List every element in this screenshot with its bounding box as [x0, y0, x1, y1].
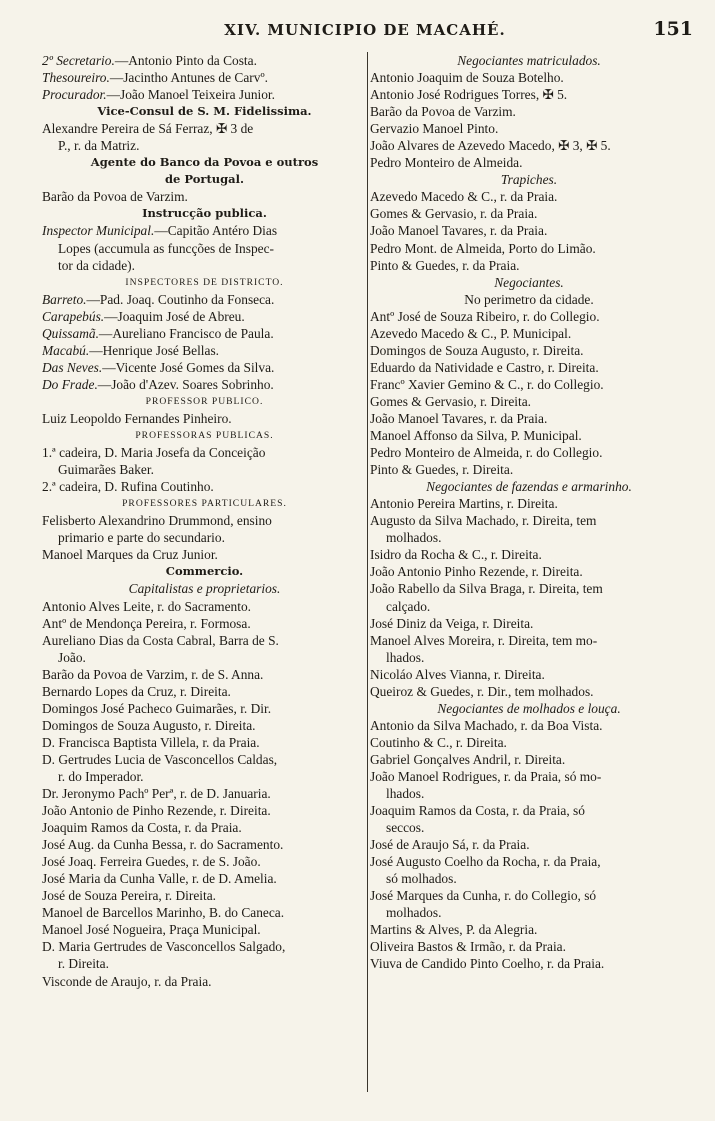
left-line [42, 205, 367, 222]
right-line [370, 768, 688, 785]
entry-label: Thesoureiro. [42, 70, 110, 86]
left-line [42, 938, 367, 955]
entry-text: Capitalistas e proprietarios. [128, 581, 281, 597]
entry-text: Commercio. [165, 564, 244, 579]
left-line [42, 393, 367, 410]
entry-text: Pedro Monteiro de Almeida, r. do Collegio. [370, 445, 603, 461]
left-line [42, 308, 367, 325]
right-line [370, 69, 688, 86]
right-line [370, 154, 688, 171]
entry-text: Dr. Jeronymo Pachº Perª, r. de D. Januaria. [42, 786, 271, 802]
right-line [370, 359, 688, 376]
entry-text: José Maria da Cunha Valle, r. de D. Amelia. [42, 871, 277, 887]
right-line [370, 904, 688, 921]
left-line [42, 444, 367, 461]
entry-text: de Portugal. [165, 172, 244, 187]
entry-label: Macabú. [42, 342, 90, 358]
right-line [370, 512, 688, 529]
left-line [42, 632, 367, 649]
left-line [42, 649, 367, 666]
right-line [370, 495, 688, 512]
entry-text: —João d'Azev. Soares Sobrinho. [97, 376, 274, 392]
left-line [42, 103, 367, 120]
entry-text: Antonio Alves Leite, r. do Sacramento. [42, 598, 251, 614]
entry-text: Queiroz & Guedes, r. Dir., tem molhados. [370, 683, 594, 699]
entry-text: João Antonio de Pinho Rezende, r. Direita. [42, 803, 271, 819]
left-line [42, 222, 367, 239]
right-line [370, 853, 688, 870]
entry-text: Gomes & Gervasio, r. da Praia. [370, 206, 538, 222]
entry-text: —Henrique José Bellas. [89, 342, 220, 358]
entry-text: r. Direita. [58, 956, 109, 972]
entry-text: molhados. [386, 530, 442, 546]
right-line [370, 921, 688, 938]
left-line [42, 461, 367, 478]
entry-text: Domingos José Pacheco Guimarães, r. Dir. [42, 700, 272, 716]
left-column [42, 52, 367, 990]
left-line [42, 819, 367, 836]
entry-text: —Aureliano Francisco de Paula. [98, 325, 274, 341]
right-line [370, 751, 688, 768]
entry-text: —Jacintho Antunes de Carvº. [109, 70, 268, 86]
entry-text: Negociantes matriculados. [457, 53, 601, 68]
entry-text: Barão da Povoa de Varzim, r. de S. Anna. [42, 666, 264, 682]
entry-text: João Alvares de Azevedo Macedo, ✠ 3, ✠ 5. [370, 138, 611, 154]
left-line [42, 615, 367, 632]
entry-text: Gervazio Manoel Pinto. [370, 121, 499, 137]
right-line [370, 103, 688, 120]
entry-text: D. Gertrudes Lucia de Vasconcellos Caldas, [42, 751, 278, 767]
right-line [370, 580, 688, 597]
left-line [42, 887, 367, 904]
left-line [42, 683, 367, 700]
left-line [42, 768, 367, 785]
entry-text: D. Francisca Baptista Villela, r. da Praia. [42, 734, 260, 750]
entry-text: Oliveira Bastos & Irmão, r. da Praia. [370, 939, 566, 955]
entry-text: José Joaq. Ferreira Guedes, r. de S. João. [42, 854, 261, 870]
left-line [42, 973, 367, 990]
left-line [42, 291, 367, 308]
entry-text: primario e parte do secundario. [58, 530, 225, 546]
entry-text: Antonio José Rodrigues Torres, ✠ 5. [370, 87, 568, 103]
entry-text: Manoel José Nogueira, Praça Municipal. [42, 922, 261, 938]
left-line [42, 342, 367, 359]
entry-text: Pinto & Guedes, r. da Praia. [370, 257, 520, 273]
entry-text: lhados. [386, 649, 425, 665]
left-line [42, 120, 367, 137]
right-line [370, 222, 688, 239]
entry-text: Lopes (accumula as funcções de Inspec- [58, 240, 275, 256]
left-line [42, 495, 367, 512]
entry-text: Manoel Marques da Cruz Junior. [42, 547, 218, 563]
entry-text: Manoel Affonso da Silva, P. Municipal. [370, 428, 582, 444]
entry-text: —Capitão Antéro Dias [154, 223, 278, 239]
left-line [42, 734, 367, 751]
entry-text: João Manoel Rodrigues, r. da Praia, só mo- [370, 768, 602, 784]
entry-text: D. Maria Gertrudes de Vasconcellos Salgado, [42, 939, 286, 955]
right-line [370, 86, 688, 103]
right-line [370, 683, 688, 700]
entry-text: Azevedo Macedo & C., P. Municipal. [370, 325, 572, 341]
right-line [370, 205, 688, 222]
left-line [42, 512, 367, 529]
entry-text: P., r. da Matriz. [58, 138, 140, 154]
left-line [42, 137, 367, 154]
right-line [370, 700, 688, 717]
left-line [42, 171, 367, 188]
right-line [370, 955, 688, 972]
entry-text: lhados. [386, 786, 425, 802]
entry-text: molhados. [386, 905, 442, 921]
right-line [370, 52, 688, 69]
right-line [370, 938, 688, 955]
left-line [42, 666, 367, 683]
entry-text: 2.ª cadeira, D. Rufina Coutinho. [42, 479, 214, 495]
entry-text: João Rabello da Silva Braga, r. Direita, tem [370, 581, 603, 597]
entry-label: 2º Secretario. [42, 53, 115, 68]
right-line [370, 563, 688, 580]
right-line [370, 666, 688, 683]
right-line [370, 632, 688, 649]
page-header [0, 18, 715, 45]
entry-text: João. [58, 649, 86, 665]
entry-text: José Marques da Cunha, r. do Collegio, só [370, 888, 597, 904]
entry-text: José Augusto Coelho da Rocha, r. da Praia, [370, 854, 601, 870]
left-line [42, 853, 367, 870]
left-line [42, 785, 367, 802]
right-line [370, 274, 688, 291]
entry-text: Aureliano Dias da Costa Cabral, Barra de S. [42, 632, 279, 648]
entry-text: Viuva de Candido Pinto Coelho, r. da Praia. [370, 956, 605, 972]
entry-text: Trapiches. [500, 172, 558, 188]
right-line [370, 529, 688, 546]
left-line [42, 802, 367, 819]
entry-text: só molhados. [386, 871, 457, 887]
entry-text: Negociantes. [494, 274, 564, 290]
right-line [370, 785, 688, 802]
entry-text: Alexandre Pereira de Sá Ferraz, ✠ 3 de [42, 121, 254, 137]
left-line [42, 717, 367, 734]
left-line [42, 870, 367, 887]
entry-text: Barão da Povoa de Varzim. [370, 104, 516, 120]
entry-text: João Manoel Tavares, r. da Praia. [370, 410, 548, 426]
entry-text: Augusto da Silva Machado, r. Direita, tem [370, 513, 597, 529]
entry-text: Azevedo Macedo & C., r. da Praia. [370, 189, 558, 205]
left-line [42, 52, 367, 69]
right-line [370, 427, 688, 444]
entry-text: Agente do Banco da Povoa e outros [90, 155, 319, 170]
entry-text: PROFESSORAS PUBLICAS. [135, 430, 274, 442]
entry-text: calçado. [386, 598, 431, 614]
right-line [370, 717, 688, 734]
right-line [370, 649, 688, 666]
right-line [370, 802, 688, 819]
entry-text: José de Souza Pereira, r. Direita. [42, 888, 217, 904]
entry-text: —João Manoel Teixeira Junior. [106, 87, 276, 103]
entry-text: INSPECTORES DE DISTRICTO. [125, 276, 284, 288]
right-line [370, 444, 688, 461]
right-line [370, 546, 688, 563]
left-line [42, 546, 367, 563]
left-line [42, 69, 367, 86]
right-line [370, 615, 688, 632]
entry-text: Instrucção publica. [142, 206, 267, 221]
entry-label: Do Frade. [42, 376, 98, 392]
right-line [370, 870, 688, 887]
entry-text: Vice-Consul de S. M. Fidelissima. [97, 104, 312, 119]
entry-text: Francº Xavier Gemino & C., r. do Collegio. [370, 376, 604, 392]
left-line [42, 240, 367, 257]
left-line [42, 325, 367, 342]
right-line [370, 393, 688, 410]
entry-text: —Pad. Joaq. Coutinho da Fonseca. [86, 291, 275, 307]
entry-label: Carapebús. [42, 308, 105, 324]
left-line [42, 359, 367, 376]
left-line [42, 563, 367, 580]
entry-text: José Aug. da Cunha Bessa, r. do Sacramento. [42, 837, 284, 853]
entry-text: Negociantes de fazendas e armarinho. [426, 479, 632, 495]
entry-text: Antonio Pereira Martins, r. Direita. [370, 496, 558, 512]
right-line [370, 308, 688, 325]
left-line [42, 427, 367, 444]
entry-text: Pedro Monteiro de Almeida. [370, 155, 523, 171]
entry-text: Coutinho & C., r. Direita. [370, 734, 507, 750]
entry-text: Negociantes de molhados e louça. [437, 700, 621, 716]
entry-text: Nicoláo Alves Vianna, r. Direita. [370, 666, 545, 682]
entry-text: Joaquim Ramos da Costa, r. da Praia. [42, 820, 242, 836]
entry-text: Gomes & Gervasio, r. Direita. [370, 393, 532, 409]
left-line [42, 478, 367, 495]
entry-text: Bernardo Lopes da Cruz, r. Direita. [42, 683, 231, 699]
entry-text: Antº José de Souza Ribeiro, r. do Collegio. [370, 308, 600, 324]
entry-text: 1.ª cadeira, D. Maria Josefa da Conceição [42, 445, 266, 461]
entry-text: Pinto & Guedes, r. Direita. [370, 462, 514, 478]
entry-label: Das Neves. [42, 359, 103, 375]
left-line [42, 955, 367, 972]
left-line [42, 86, 367, 103]
left-line [42, 410, 367, 427]
left-line [42, 921, 367, 938]
entry-text: Antonio Joaquim de Souza Botelho. [370, 70, 564, 86]
right-line [370, 291, 688, 308]
entry-text: João Manoel Tavares, r. da Praia. [370, 223, 548, 239]
entry-text: r. do Imperador. [58, 768, 144, 784]
right-line [370, 887, 688, 904]
entry-text: Antº de Mendonça Pereira, r. Formosa. [42, 615, 251, 631]
entry-text: Luiz Leopoldo Fernandes Pinheiro. [42, 410, 232, 426]
entry-text: Pedro Mont. de Almeida, Porto do Limão. [370, 240, 596, 256]
entry-text: Domingos de Souza Augusto, r. Direita. [370, 342, 584, 358]
entry-text: —Joaquim José de Abreu. [104, 308, 245, 324]
entry-text: José de Araujo Sá, r. da Praia. [370, 837, 530, 853]
right-line [370, 410, 688, 427]
entry-text: Barão da Povoa de Varzim. [42, 189, 188, 205]
entry-text: Gabriel Gonçalves Andril, r. Direita. [370, 751, 566, 767]
left-line [42, 580, 367, 597]
entry-text: —Antonio Pinto da Costa. [114, 53, 257, 68]
right-line [370, 240, 688, 257]
right-line [370, 137, 688, 154]
entry-text: PROFESSORES PARTICULARES. [122, 498, 287, 510]
entry-text: PROFESSOR PUBLICO. [145, 395, 264, 407]
entry-label: Barreto. [42, 291, 87, 307]
entry-text: José Diniz da Veiga, r. Direita. [370, 615, 534, 631]
left-line [42, 700, 367, 717]
entry-text: Antonio da Silva Machado, r. da Boa Vista. [370, 717, 603, 733]
entry-text: Manoel Alves Moreira, r. Direita, tem mo- [370, 632, 598, 648]
left-line [42, 529, 367, 546]
left-line [42, 274, 367, 291]
right-line [370, 188, 688, 205]
entry-text: Eduardo da Natividade e Castro, r. Direita. [370, 359, 599, 375]
right-line [370, 461, 688, 478]
right-line [370, 836, 688, 853]
right-line [370, 376, 688, 393]
right-line [370, 171, 688, 188]
right-line [370, 120, 688, 137]
entry-text: Guimarães Baker. [58, 462, 154, 478]
right-line [370, 478, 688, 495]
right-column [370, 52, 688, 973]
entry-label: Inspector Municipal. [42, 223, 155, 239]
entry-text: Isidro da Rocha & C., r. Direita. [370, 547, 542, 563]
entry-text: Domingos de Souza Augusto, r. Direita. [42, 717, 256, 733]
entry-text: Felisberto Alexandrino Drummond, ensino [42, 513, 272, 529]
entry-label: Quissamã. [42, 325, 99, 341]
right-line [370, 257, 688, 274]
right-line [370, 598, 688, 615]
right-line [370, 819, 688, 836]
right-line [370, 342, 688, 359]
left-line [42, 188, 367, 205]
entry-text: Martins & Alves, P. da Alegria. [370, 922, 538, 938]
page-title: XIV. MUNICIPIO DE MACAHÉ. [224, 21, 506, 39]
left-line [42, 598, 367, 615]
entry-text: tor da cidade). [58, 257, 135, 273]
left-line [42, 376, 367, 393]
entry-text: João Antonio Pinho Rezende, r. Direita. [370, 564, 583, 580]
left-line [42, 154, 367, 171]
left-line [42, 751, 367, 768]
entry-text: Joaquim Ramos da Costa, r. da Praia, só [370, 803, 585, 819]
entry-text: seccos. [386, 820, 425, 836]
left-line [42, 836, 367, 853]
right-line [370, 734, 688, 751]
page-number: 151 [653, 18, 693, 40]
entry-text: Visconde de Araujo, r. da Praia. [42, 973, 212, 989]
entry-text: Manoel de Barcellos Marinho, B. do Caneca. [42, 905, 285, 921]
entry-label: Procurador. [42, 87, 107, 103]
left-line [42, 257, 367, 274]
left-line [42, 904, 367, 921]
column-divider [367, 52, 368, 1092]
entry-text: —Vicente José Gomes da Silva. [102, 359, 275, 375]
entry-text: No perimetro da cidade. [464, 291, 594, 307]
right-line [370, 325, 688, 342]
